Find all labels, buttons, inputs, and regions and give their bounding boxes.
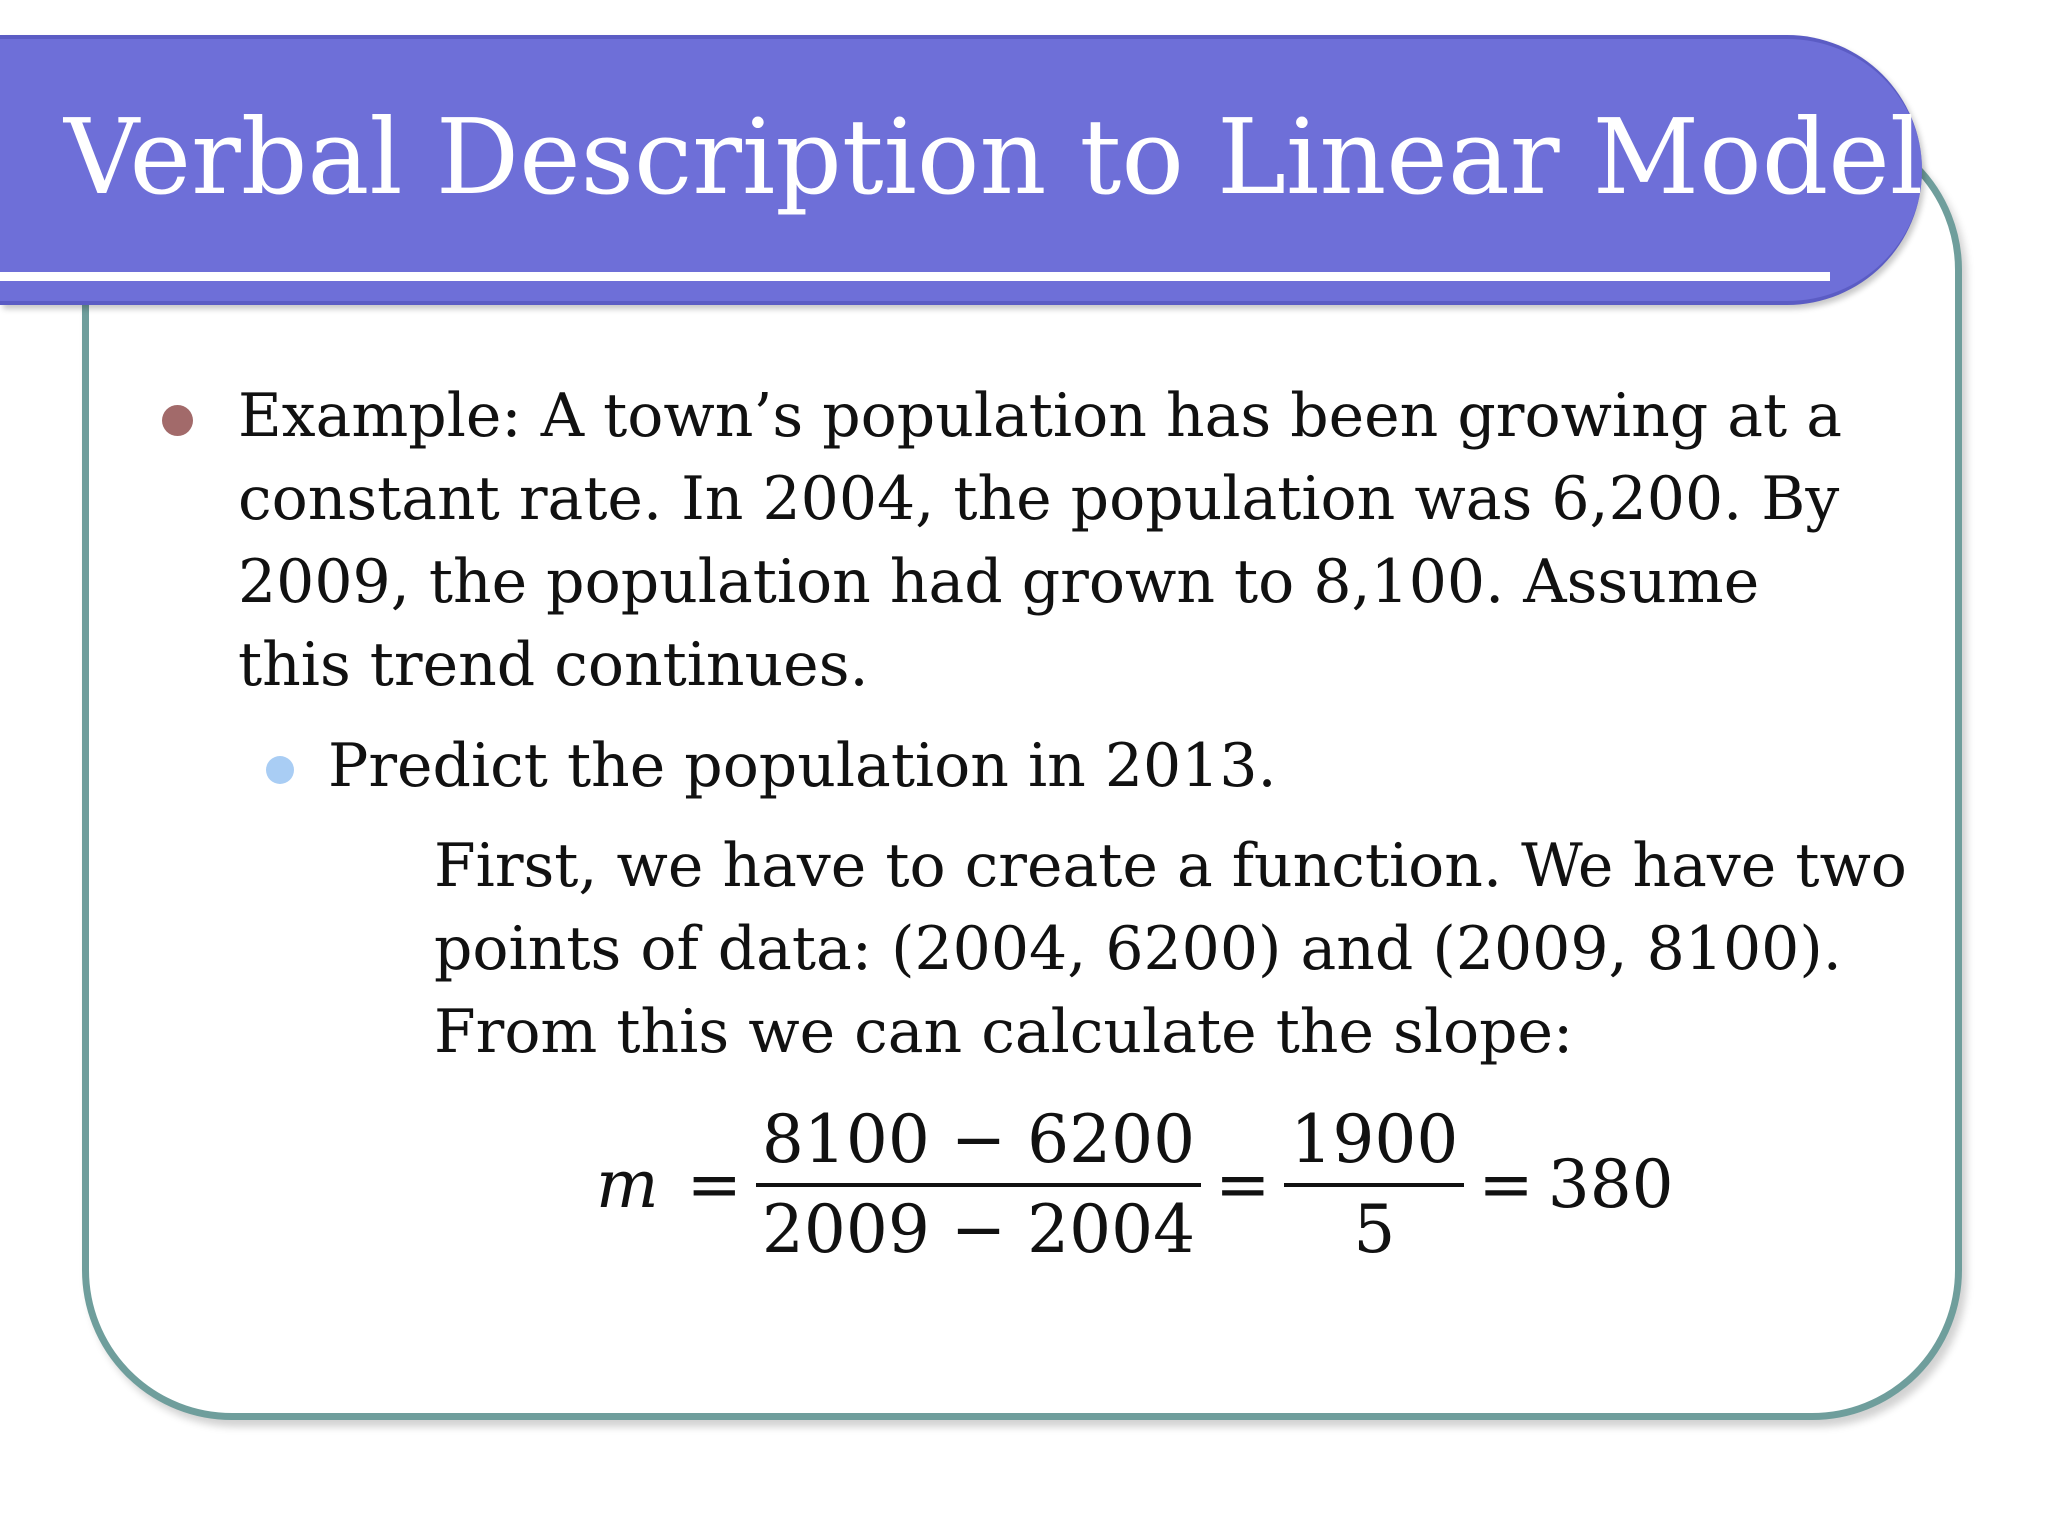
fraction-denominator: 2009 − 2004 [761, 1191, 1196, 1268]
fraction-denominator: 5 [1353, 1191, 1396, 1268]
equation-result: 380 [1547, 1146, 1674, 1223]
paragraph-line: points of data: (2004, 6200) and (2009, 8100). [434, 914, 1842, 984]
equals-sign: = [686, 1146, 742, 1223]
equals-sign: = [1215, 1146, 1271, 1223]
equation-variable: m [596, 1146, 659, 1223]
fraction-numerator: 8100 − 6200 [761, 1101, 1196, 1178]
fraction-simplified [1284, 1097, 1464, 1273]
slope-equation [596, 1095, 1674, 1275]
paragraph-line: From this we can calculate the slope: [434, 997, 1574, 1067]
equals-sign: = [1478, 1146, 1534, 1223]
bullet-level1-text: Example: A town’s population has been growing at a constant rate. In 2004, the population was 6,200. By 2009, the population had grown to 8,100. Assume this trend continues. [238, 381, 1842, 700]
fraction-numerator: 1900 [1290, 1101, 1459, 1178]
bullet-dot-icon [162, 405, 193, 436]
sub-bullet-dot-icon [266, 756, 294, 784]
title-underline [0, 272, 1830, 281]
slide-title: Verbal Description to Linear Model [64, 96, 1924, 218]
bullet-level2-text: Predict the population in 2013. [328, 731, 1277, 801]
paragraph-line: First, we have to create a function. We have two [434, 831, 1907, 901]
fraction-differences [756, 1097, 1201, 1273]
explanation-paragraph [434, 825, 1914, 1074]
